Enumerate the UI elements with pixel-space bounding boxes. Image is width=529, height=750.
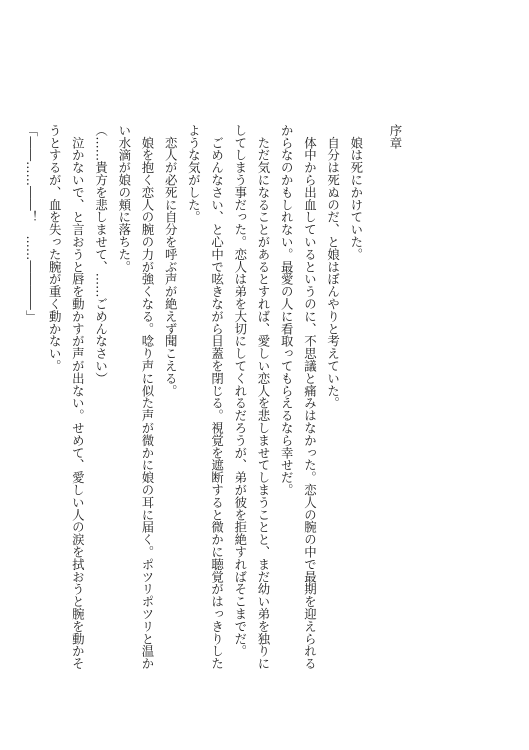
text-line: 自分は死ぬのだ、と娘はぼんやりと考えていた。 xyxy=(325,124,341,410)
vertical-text-body xyxy=(20,124,407,670)
text-line: 娘は死にかけていた。 xyxy=(348,124,364,261)
text-line: 泣かないで、と言おうと唇を動かすが声が出ない。せめて、愛しい人の涙を拭おうと腕を動かそ xyxy=(70,124,86,670)
text-line: 恋人が必死に自分を呼ぶ声が絶えず聞こえる。 xyxy=(163,124,179,397)
text-line: ごめんなさい、と心中で呟きながら目蓋を閉じる。視覚を遮断すると微かに聴覚がはっきりした xyxy=(209,124,225,670)
text-line: ような気がした。 xyxy=(186,124,202,224)
text-line: してしまう事だった。恋人は弟を大切にしてくれるだろうが、弟が彼を拒絶すればそこまでだ。 xyxy=(232,124,248,658)
text-line: 体中から出血しているというのに、不思議と痛みはなかった。恋人の腕の中で最期を迎えられる xyxy=(302,124,318,670)
text-line: 娘を抱く恋人の腕の力が強くなる。唸り声に似た声が微かに娘の耳に届く。ポツリポツリと温か xyxy=(139,124,155,670)
text-line: 「――……――！ ……――――」 xyxy=(23,124,39,323)
text-line: ただ気になることがあるとすれば、愛しい恋人を悲しませてしまうことと、まだ幼い弟を独りに xyxy=(255,124,271,670)
text-line: い水滴が娘の頬に落ちた。 xyxy=(116,124,132,273)
chapter-title: 序章 xyxy=(388,124,403,149)
text-line: （……貴方を悲しませて、……ごめんなさい） xyxy=(93,124,109,385)
text-line: うとするが、血を失った腕が重く動かない。 xyxy=(47,124,63,372)
text-line: からなのかもしれない。最愛の人に看取ってもらえるなら幸せだ。 xyxy=(279,124,295,496)
